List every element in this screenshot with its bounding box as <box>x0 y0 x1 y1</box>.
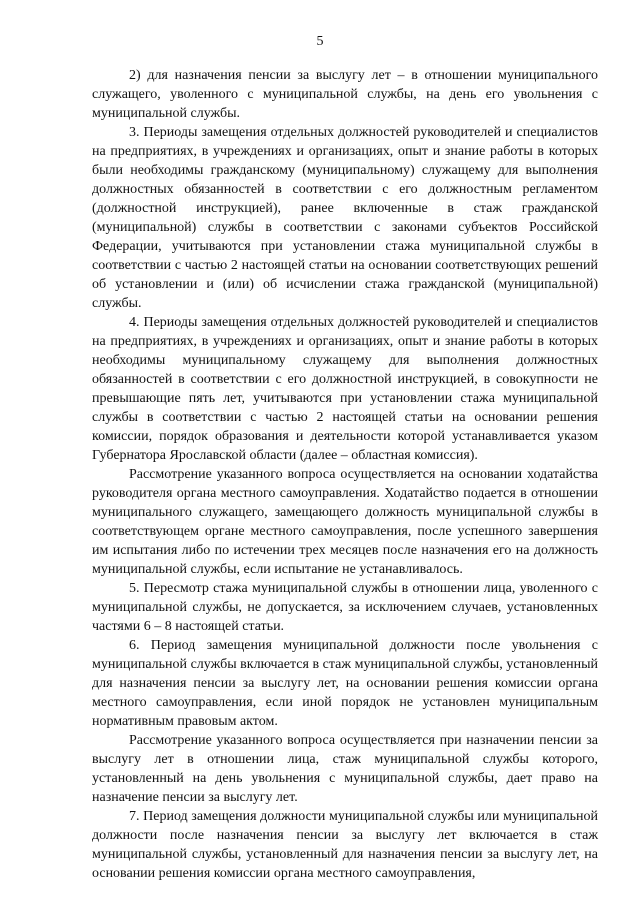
paragraph-3: 4. Периоды замещения отдельных должностей руководителей и специалистов на предприятиях, в учреждениях и организациях, опыт и знание работы в которых необходимы муниципальному служащему для выполнения должностных обязанностей в соответствии с его должностной инструкцией, в совокупности не превышающие пять лет, учитываются при установлении стажа муниципальной службы в соответствии с частью 2 настоящей статьи на основании решения комиссии, порядок образования и деятельности которой устанавливается указом Губернатора Ярославской области (далее – областная комиссия). <box>92 315 598 463</box>
document-body <box>92 66 598 883</box>
paragraph-5: 5. Пересмотр стажа муниципальной службы в отношении лица, уволенного с муниципальной службы, не допускается, за исключением случаев, установленных частями 6 – 8 настоящей статьи. <box>92 581 598 634</box>
paragraph-2: 3. Периоды замещения отдельных должностей руководителей и специалистов на предприятиях, в учреждениях и организациях, опыт и знание работы в которых были необходимы гражданскому (муниципальному) служащему для выполнения должностных обязанностей в соответствии с его должностным регламентом (должностной инструкцией), ранее включенные в стаж гражданской (муниципальной) службы в соответствии с законами субъектов Российской Федерации, учитываются при установлении стажа муниципальной службы в соответствии с частью 2 настоящей статьи на основании соответствующих решений об установлении и (или) об исчислении стажа гражданской (муниципальной) службы. <box>92 125 598 311</box>
paragraph-4: Рассмотрение указанного вопроса осуществляется на основании ходатайства руководителя органа местного самоуправления. Ходатайство подается в отношении муниципального служащего, замещающего должность муниципальной службы в соответствующем органе местного самоуправления, после успешного завершения им испытания либо по истечении трех месяцев после назначения его на должность муниципальной службы, если испытание не устанавливалось. <box>92 467 598 577</box>
paragraph-8: 7. Период замещения должности муниципальной службы или муниципальной должности после назначения пенсии за выслугу лет включается в стаж муниципальной службы, установленный для назначения пенсии за выслугу лет, на основании решения комиссии органа местного самоуправления, <box>92 809 598 881</box>
paragraph-6: 6. Период замещения муниципальной должности после увольнения с муниципальной службы включается в стаж муниципальной службы, установленный для назначения пенсии за выслугу лет, на основании решения комиссии органа местного самоуправления, если иной порядок не установлен муниципальным нормативным правовым актом. <box>92 638 598 729</box>
paragraph-1: 2) для назначения пенсии за выслугу лет – в отношении муниципального служащего, уволенного с муниципальной службы, на день его увольнения с муниципальной службы. <box>92 68 598 121</box>
paragraph-7: Рассмотрение указанного вопроса осуществляется при назначении пенсии за выслугу лет в отношении лица, стаж муниципальной службы которого, установленный на день увольнения с муниципальной службы, дает право на назначение пенсии за выслугу лет. <box>92 733 598 805</box>
page-number: 5 <box>316 34 324 49</box>
